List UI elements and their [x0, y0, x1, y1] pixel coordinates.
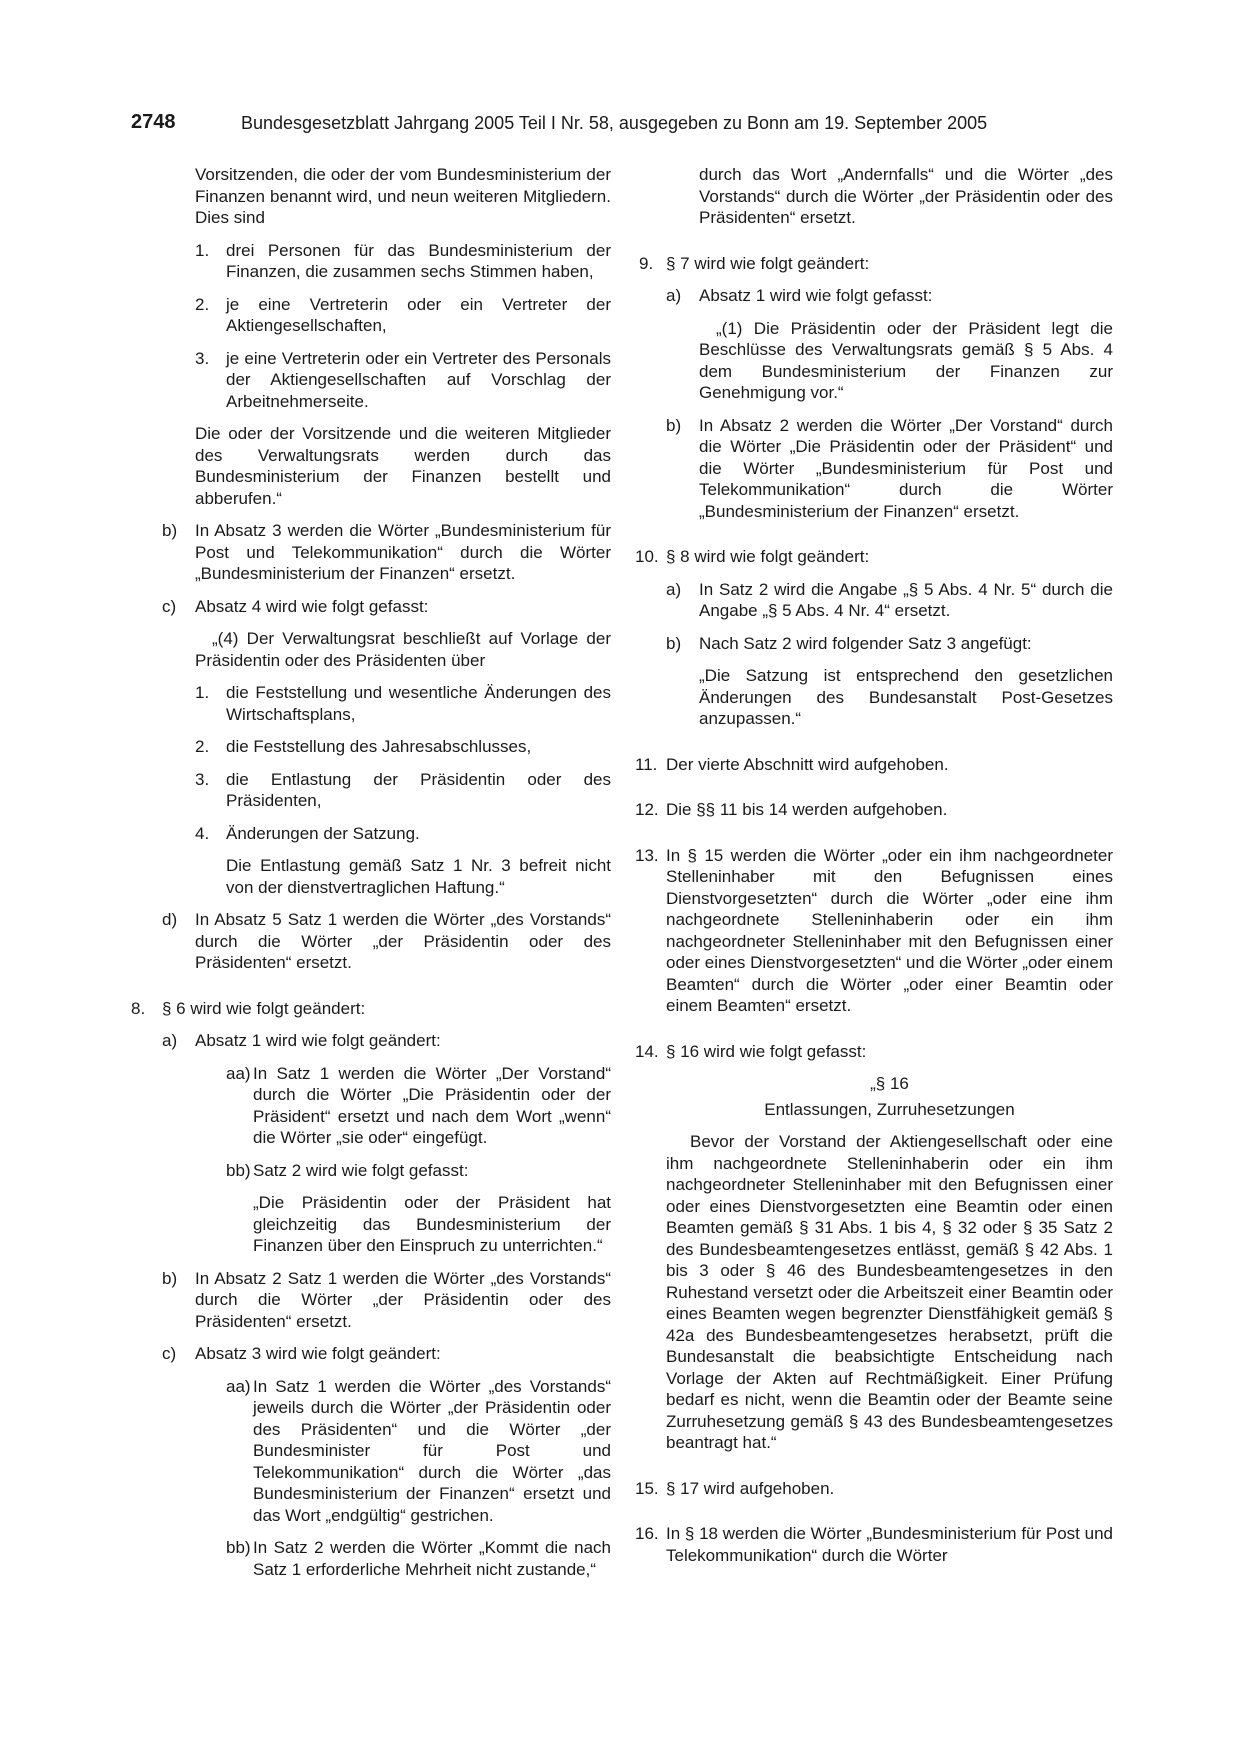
list-item	[131, 1030, 611, 1052]
list-item	[131, 682, 611, 725]
list-label: b)	[162, 1268, 178, 1288]
list-text: die Feststellung des Jahresabschlusses,	[226, 737, 532, 756]
page-number: 2748	[131, 111, 176, 133]
list-item	[131, 998, 611, 1020]
list-item	[635, 579, 1113, 622]
list-item	[635, 1478, 1113, 1500]
list-item	[635, 546, 1113, 568]
list-text: je eine Vertreterin oder ein Vertreter des Personals der Aktiengesellschaften auf Vorschlag der Arbeitnehmerseite.	[226, 348, 611, 411]
paragraph: Bevor der Vorstand der Aktiengesellschaft oder eine ihm nachgeordnete Stelleninhaberin oder ein ihm nachgeordneter Stelleninhaber mit den Befugnissen einer oder eines Dienstvorgesetzten eine Beamtin oder einen Beamten gemäß § 31 Abs. 1 bis 4, § 32 oder § 35 Satz 2 des Bundesbeamtengesetzes entlässt, gemäß § 42 Abs. 1 bis 3 oder § 46 des Bundesbeamtengesetzes in den Ruhestand versetzt oder die Arbeitszeit einer Beamtin oder eines Beamten wegen begrenzter Dienstfähigkeit gemäß § 42a des Bundesbeamtengesetzes herabsetzt, prüft die Bundesanstalt die beabsichtigte Entscheidung nach Vorlage der Akten auf Rechtmäßigkeit. Einer Prüfung bedarf es nicht, wenn die Beamtin oder der Beamte seine Zurruhesetzung gemäß § 43 des Bundesbeamtengesetzes beantragt hat.“	[666, 1132, 1113, 1452]
list-item	[131, 1343, 611, 1365]
item-text: In § 15 werden die Wörter „oder ein ihm nachgeordneter Stelleninhaber mit den Befugnissen eines Dienstvorgesetzten“ durch die Wörter „oder eine ihm nachgeordnete Stelleninhaberin oder ein ihm nachgeordneter Stelleninhaber mit den Befugnissen einer oder eines Dienstvorgesetzten“ und die Wörter „oder einem Beamten“ durch die Wörter „oder einer Beamtin oder einem Beamten“ ersetzt.	[666, 845, 1113, 1015]
item-text: § 8 wird wie folgt geändert:	[666, 547, 870, 566]
list-label: b)	[666, 633, 682, 653]
list-label: c)	[162, 1344, 177, 1363]
list-text: In Satz 1 werden die Wörter „des Vorstands“ jeweils durch die Wörter „der Präsidentin oder des Präsidenten“ und die Wörter „der Bundesminister für Post und Telekommunikation“ durch die Wörter „das Bundesministerium der Finanzen“ ersetzt und das Wort „endgültig“ gestrichen.	[253, 1376, 611, 1525]
list-label: a)	[162, 1031, 178, 1050]
list-number: 3.	[195, 348, 210, 368]
list-item	[131, 294, 611, 337]
quote-paragraph: „Die Präsidentin oder der Präsident hat gleichzeitig das Bundesministerium der Finanzen über den Einspruch zu unterrichten.“	[253, 1193, 611, 1255]
list-item	[635, 253, 1113, 275]
list-text: In Absatz 3 werden die Wörter „Bundesministerium für Post und Telekommunikation“ durch die Wörter „Bundesministerium der Finanzen“ ersetzt.	[195, 521, 611, 583]
list-text: In Absatz 5 Satz 1 werden die Wörter „des Vorstands“ durch die Wörter „der Präsidentin oder des Präsidenten“ ersetzt.	[195, 910, 611, 972]
running-title: Bundesgesetzblatt Jahrgang 2005 Teil I Nr. 58, ausgegeben zu Bonn am 19. September 2005	[241, 113, 988, 133]
list-text: Nach Satz 2 wird folgender Satz 3 angefügt:	[699, 633, 1032, 653]
list-text: die Feststellung und wesentliche Änderungen des Wirtschaftsplans,	[226, 683, 611, 724]
item-number: 9.	[639, 253, 654, 273]
list-label: a)	[666, 286, 682, 305]
list-text: die Entlastung der Präsidentin oder des Präsidenten,	[226, 769, 611, 810]
quote-paragraph: „(4) Der Verwaltungsrat beschließt auf Vorlage der Präsidentin oder des Präsidenten über	[195, 629, 611, 670]
list-item	[131, 909, 611, 974]
list-item	[635, 415, 1113, 523]
list-number: 2.	[195, 294, 210, 314]
paragraph: Vorsitzenden, die oder der vom Bundesministerium der Finanzen benannt wird, und neun weiteren Mitgliedern. Dies sind	[195, 165, 611, 227]
list-item	[635, 799, 1113, 821]
list-text: drei Personen für das Bundesministerium der Finanzen, die zusammen sechs Stimmen haben,	[226, 240, 611, 281]
list-number: 1.	[195, 240, 210, 260]
list-text: In Satz 2 werden die Wörter „Kommt die nach Satz 1 erforderliche Mehrheit nicht zustande,“	[253, 1538, 611, 1579]
list-item	[131, 1537, 611, 1580]
paragraph: Die Entlastung gemäß Satz 1 Nr. 3 befreit nicht von der dienstvertraglichen Haftung.“	[226, 856, 611, 897]
list-text: Absatz 1 wird wie folgt geändert:	[195, 1031, 441, 1050]
list-item	[635, 633, 1113, 655]
page-header	[131, 112, 1111, 138]
list-label: bb)	[226, 1160, 251, 1180]
list-item	[635, 845, 1113, 1017]
list-text: In Absatz 2 werden die Wörter „Der Vorstand“ durch die Wörter „Die Präsidentin oder der Präsident“ und die Wörter „Bundesministerium für Post und Telekommunikation“ durch die Wörter „Bundesministerium der Finanzen“ ersetzt.	[699, 415, 1113, 521]
list-number: 3.	[195, 769, 210, 789]
list-item	[131, 1063, 611, 1149]
quote-paragraph: „(1) Die Präsidentin oder der Präsident legt die Beschlüsse des Verwaltungsrats gemäß § 5 Abs. 4 dem Bundesministerium der Finanzen zur Genehmigung vor.“	[699, 318, 1113, 402]
list-text: In Satz 1 werden die Wörter „Der Vorstand“ durch die Wörter „Die Präsidentin oder der Präsident“ ersetzt und nach dem Wort „wenn“ die Wörter „sie oder“ eingefügt.	[253, 1063, 611, 1147]
list-text: Absatz 1 wird wie folgt gefasst:	[699, 286, 933, 305]
list-label: b)	[162, 521, 178, 540]
list-number: 1.	[195, 683, 210, 702]
paragraph: Die oder der Vorsitzende und die weiteren Mitglieder des Verwaltungsrats werden durch das Bundesministerium der Finanzen bestellt und abberufen.“	[195, 424, 611, 508]
list-number: 4.	[195, 823, 210, 843]
list-item	[131, 1376, 611, 1527]
item-text: Der vierte Abschnitt wird aufgehoben.	[666, 754, 949, 774]
item-text: § 6 wird wie folgt geändert:	[162, 998, 366, 1018]
list-label: c)	[162, 596, 177, 616]
item-text: In § 18 werden die Wörter „Bundesministerium für Post und Telekommunikation“ durch die Wörter	[666, 1524, 1113, 1565]
quote-paragraph: „Die Satzung ist entsprechend den gesetzlichen Änderungen des Bundesanstalt Post-Gesetzes anzupassen.“	[699, 666, 1113, 728]
list-item	[131, 240, 611, 283]
item-text: § 7 wird wie folgt geändert:	[666, 253, 870, 273]
paragraph: durch das Wort „Andernfalls“ und die Wörter „des Vorstands“ durch die Wörter „der Präsidentin oder des Präsidenten“ ersetzt.	[699, 165, 1113, 227]
list-item	[131, 823, 611, 845]
list-item	[635, 285, 1113, 307]
list-label: aa)	[226, 1376, 251, 1396]
section-title: Entlassungen, Zurruhesetzungen	[764, 1099, 1015, 1119]
list-label: b)	[666, 415, 682, 435]
item-number: 8.	[131, 998, 146, 1018]
list-item	[131, 596, 611, 618]
item-text: Die §§ 11 bis 14 werden aufgehoben.	[666, 800, 948, 819]
item-number: 14.	[635, 1041, 659, 1061]
list-item	[131, 736, 611, 758]
list-text: je eine Vertreterin oder ein Vertreter der Aktiengesellschaften,	[226, 294, 611, 335]
right-column	[635, 164, 1113, 1577]
list-item	[635, 1041, 1113, 1063]
item-number: 16.	[635, 1524, 659, 1543]
list-item	[635, 1523, 1113, 1566]
left-column	[131, 164, 611, 1591]
list-text: Absatz 3 wird wie folgt geändert:	[195, 1344, 441, 1363]
list-label: a)	[666, 579, 682, 599]
item-number: 10.	[635, 547, 659, 566]
list-text: Änderungen der Satzung.	[226, 823, 420, 843]
item-text: § 17 wird aufgehoben.	[666, 1478, 835, 1498]
list-text: Satz 2 wird wie folgt gefasst:	[253, 1160, 469, 1180]
list-number: 2.	[195, 737, 210, 756]
item-number: 15.	[635, 1478, 659, 1498]
list-item	[131, 1160, 611, 1182]
list-label: bb)	[226, 1538, 251, 1557]
list-item	[131, 348, 611, 413]
list-text: In Satz 2 wird die Angabe „§ 5 Abs. 4 Nr. 5“ durch die Angabe „§ 5 Abs. 4 Nr. 4“ ersetzt.	[699, 579, 1113, 620]
section-heading: „§ 16	[870, 1074, 909, 1093]
list-item	[131, 520, 611, 585]
list-item	[635, 754, 1113, 776]
list-item	[131, 1268, 611, 1333]
item-number: 12.	[635, 800, 659, 819]
list-label: aa)	[226, 1063, 251, 1083]
item-text: § 16 wird wie folgt gefasst:	[666, 1041, 867, 1061]
item-number: 11.	[635, 754, 658, 774]
list-item	[131, 769, 611, 812]
item-number: 13.	[635, 845, 659, 865]
list-label: d)	[162, 910, 178, 929]
list-text: In Absatz 2 Satz 1 werden die Wörter „des Vorstands“ durch die Wörter „der Präsidentin oder des Präsidenten“ ersetzt.	[195, 1268, 611, 1331]
list-text: Absatz 4 wird wie folgt gefasst:	[195, 596, 429, 616]
